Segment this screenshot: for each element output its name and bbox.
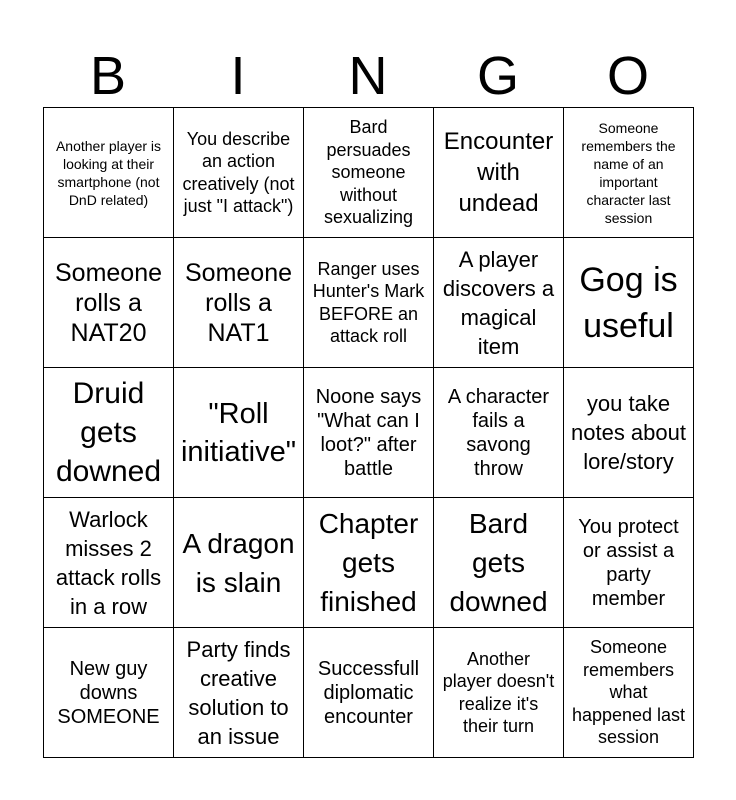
header-letter-b: B xyxy=(89,46,127,106)
header-letter-i: I xyxy=(230,46,246,106)
bingo-cell[interactable]: Bard gets downed xyxy=(434,498,564,628)
bingo-cell[interactable]: Party finds creative solution to an issue xyxy=(174,628,304,758)
bingo-row xyxy=(44,238,694,368)
bingo-row xyxy=(44,368,694,498)
header-letter-n: N xyxy=(348,46,388,106)
bingo-cell[interactable]: you take notes about lore/story xyxy=(564,368,694,498)
bingo-cell[interactable]: Bard persuades someone without sexualizing xyxy=(304,108,434,238)
bingo-cell[interactable]: Successfull diplomatic encounter xyxy=(304,628,434,758)
bingo-cell[interactable]: Someone rolls a NAT1 xyxy=(174,238,304,368)
bingo-row xyxy=(44,498,694,628)
bingo-cell[interactable]: Someone remembers what happened last session xyxy=(564,628,694,758)
bingo-cell[interactable]: Someone rolls a NAT20 xyxy=(44,238,174,368)
bingo-cell[interactable]: Noone says "What can I loot?" after battle xyxy=(304,368,434,498)
bingo-cell[interactable]: Warlock misses 2 attack rolls in a row xyxy=(44,498,174,628)
bingo-cell[interactable]: New guy downs SOMEONE xyxy=(44,628,174,758)
bingo-cell[interactable]: Druid gets downed xyxy=(44,368,174,498)
bingo-cell[interactable]: "Roll initiative" xyxy=(174,368,304,498)
bingo-cell[interactable]: A player discovers a magical item xyxy=(434,238,564,368)
bingo-cell[interactable]: Ranger uses Hunter's Mark BEFORE an attack roll xyxy=(304,238,434,368)
bingo-cell[interactable]: Someone remembers the name of an important character last session xyxy=(564,108,694,238)
bingo-cell[interactable]: You protect or assist a party member xyxy=(564,498,694,628)
bingo-cell[interactable]: A dragon is slain xyxy=(174,498,304,628)
bingo-cell[interactable]: A character fails a savong throw xyxy=(434,368,564,498)
header-letter-o: O xyxy=(606,46,649,106)
bingo-cell[interactable]: Encounter with undead xyxy=(434,108,564,238)
bingo-row xyxy=(44,108,694,238)
bingo-cell[interactable]: Another player doesn't realize it's their turn xyxy=(434,628,564,758)
header-letter-g: G xyxy=(476,46,519,106)
bingo-cell[interactable]: Another player is looking at their smartphone (not DnD related) xyxy=(44,108,174,238)
bingo-cell[interactable]: Chapter gets finished xyxy=(304,498,434,628)
bingo-cell[interactable]: Gog is useful xyxy=(564,238,694,368)
bingo-header xyxy=(43,44,693,108)
bingo-grid xyxy=(43,107,694,758)
bingo-row xyxy=(44,628,694,758)
bingo-cell[interactable]: You describe an action creatively (not just "I attack") xyxy=(174,108,304,238)
